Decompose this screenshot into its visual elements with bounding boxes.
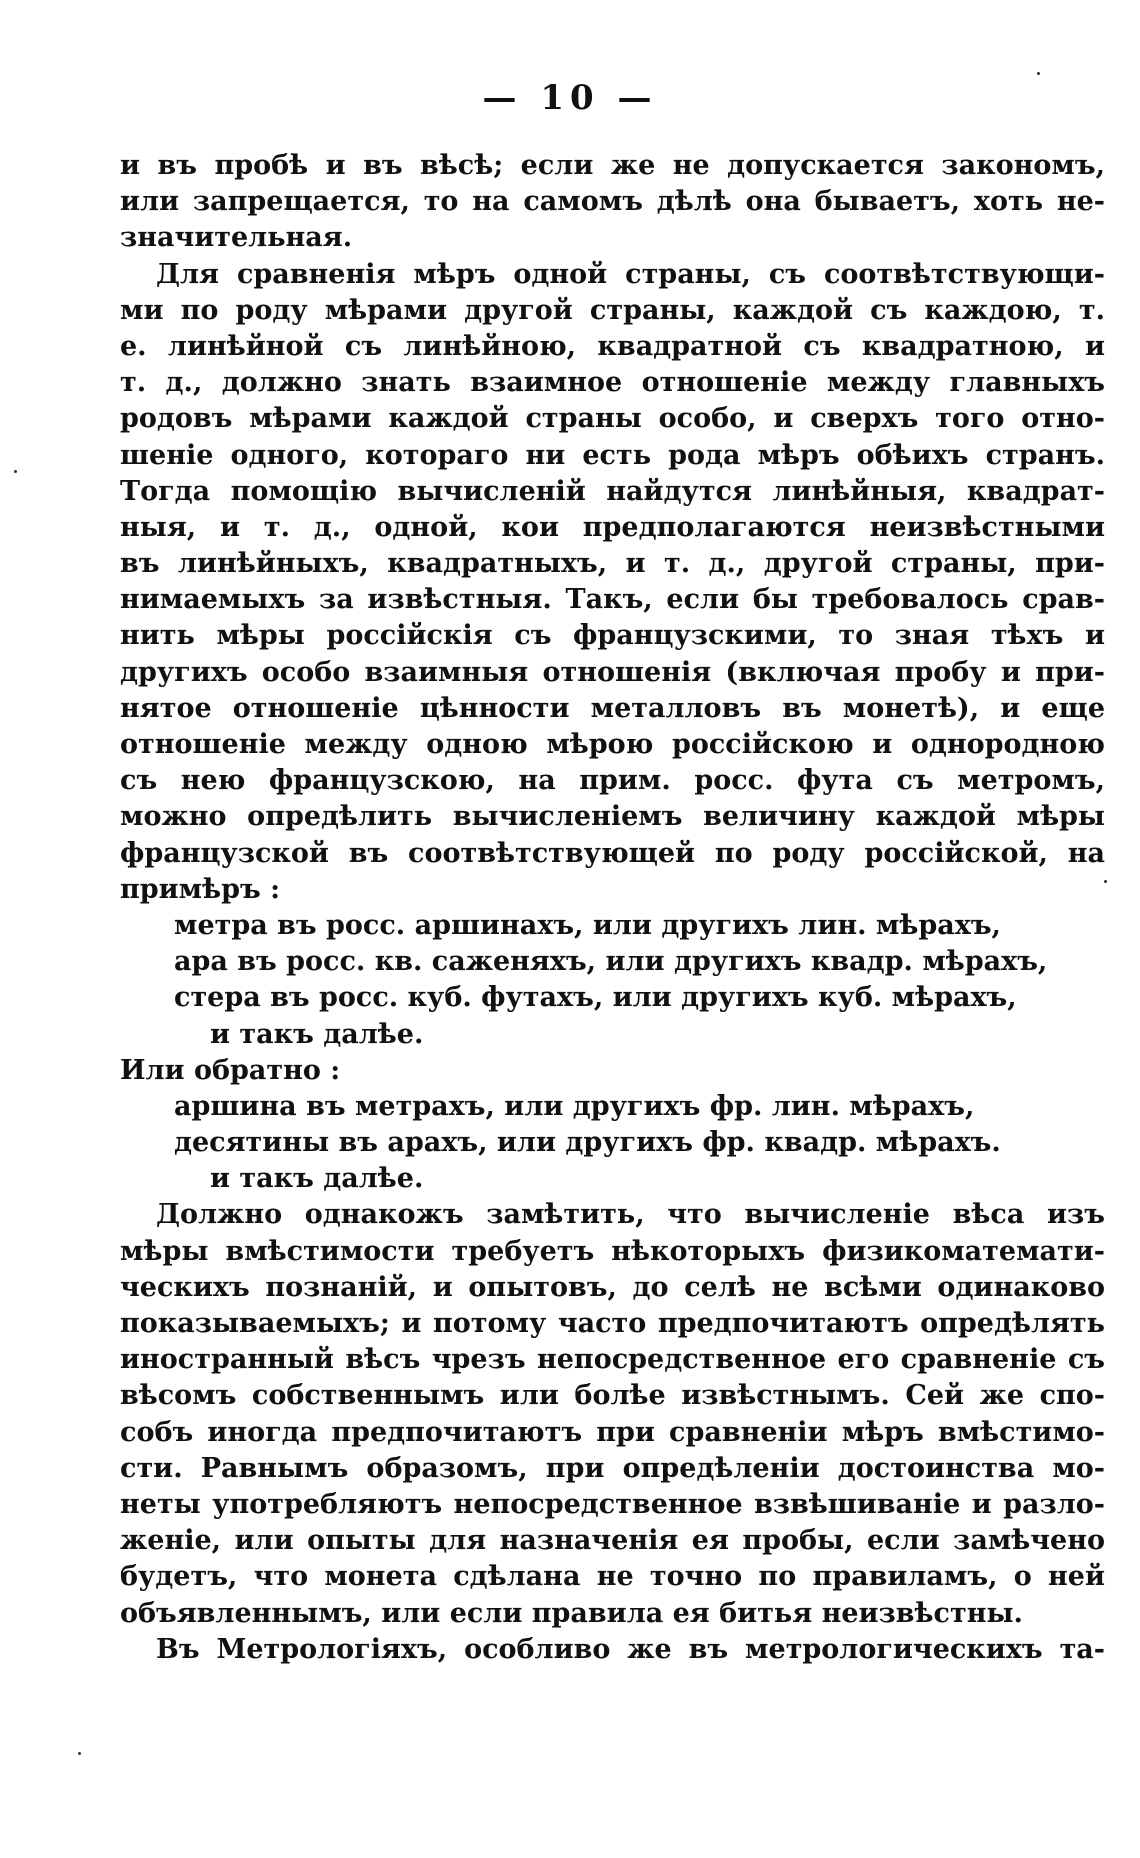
- print-speck: [1037, 72, 1040, 75]
- text-line: т. д., должно знать взаимное отношеніе между главныхъ: [120, 367, 1105, 399]
- text-line: нятое отношеніе цѣнности металловъ въ монетѣ), и еще: [120, 692, 1105, 724]
- text-line: Для сравненія мѣръ одной страны, съ соотвѣтствующи-: [156, 258, 1105, 290]
- text-line: значительная.: [120, 222, 353, 254]
- text-line: Должно однакожъ замѣтить, что вычисленіе вѣса изъ: [156, 1199, 1105, 1231]
- print-speck: [14, 470, 17, 473]
- text-line: будетъ, что монета сдѣлана не точно по правиламъ, о ней: [120, 1561, 1105, 1593]
- text-line: въ линѣйныхъ, квадратныхъ, и т. д., другой страны, при-: [120, 548, 1105, 580]
- text-line: родовъ мѣрами каждой страны особо, и сверхъ того отно-: [120, 403, 1105, 435]
- text-line: и такъ далѣе.: [210, 1163, 424, 1195]
- text-line: стера въ росс. куб. футахъ, или другихъ куб. мѣрахъ,: [174, 982, 1017, 1014]
- text-line: нимаемыхъ за извѣстныя. Такъ, если бы требовалось срав-: [120, 584, 1105, 616]
- text-line: или запрещается, то на самомъ дѣлѣ она бываетъ, хоть не-: [120, 186, 1105, 218]
- text-line: съ нею французскою, на прим. росс. фута съ метромъ,: [120, 765, 1105, 797]
- text-line: Тогда помощію вычисленій найдутся линѣйныя, квадрат-: [120, 475, 1105, 507]
- text-line: другихъ особо взаимныя отношенія (включая пробу и при-: [120, 656, 1105, 688]
- page-number: — 10 —: [482, 78, 658, 118]
- text-line: мѣры вмѣстимости требуетъ нѣкоторыхъ физикоматемати-: [120, 1235, 1105, 1267]
- body-text: [120, 148, 1105, 1668]
- text-line: отношеніе между одною мѣрою россійскою и однородною: [120, 729, 1105, 760]
- print-speck: [1104, 880, 1107, 883]
- text-line: и такъ далѣе.: [210, 1018, 424, 1050]
- text-line: шеніе одного, котораго ни есть рода мѣръ обѣихъ странъ.: [120, 439, 1105, 471]
- text-line: показываемыхъ; и потому часто предпочитаютъ опредѣлять: [120, 1308, 1105, 1339]
- text-line: женіе, или опыты для назначенія ея пробы, если замѣчено: [120, 1525, 1105, 1557]
- print-speck: [78, 1752, 81, 1755]
- text-line: ми по роду мѣрами другой страны, каждой съ каждою, т.: [120, 294, 1105, 326]
- text-line: можно опредѣлить вычисленіемъ величину каждой мѣры: [120, 801, 1105, 833]
- text-line: примѣръ :: [120, 873, 281, 905]
- text-line: ческихъ познаній, и опытовъ, до селѣ не всѣми одинаково: [120, 1271, 1105, 1303]
- text-line: французской въ соотвѣтствующей по роду россійской, на: [120, 837, 1105, 869]
- text-line: и въ пробѣ и въ вѣсѣ; если же не допускается закономъ,: [120, 150, 1105, 181]
- text-line: Въ Метрологіяхъ, особливо же въ метрологическихъ та-: [156, 1633, 1105, 1665]
- text-line: вѣсомъ собственнымъ или болѣе извѣстнымъ. Сей же спо-: [120, 1380, 1105, 1412]
- text-line: неты употребляютъ непосредственное взвѣшиваніе и разло-: [120, 1488, 1105, 1520]
- text-line: объявленнымъ, или если правила ея битья неизвѣстны.: [120, 1597, 1023, 1629]
- text-line: собъ иногда предпочитаютъ при сравненіи мѣръ вмѣстимо-: [120, 1416, 1105, 1448]
- text-line: аршина въ метрахъ, или другихъ фр. лин. мѣрахъ,: [174, 1090, 975, 1122]
- text-line: сти. Равнымъ образомъ, при опредѣленіи достоинства мо-: [120, 1452, 1105, 1484]
- text-line: метра въ росс. аршинахъ, или другихъ лин. мѣрахъ,: [174, 909, 1001, 941]
- text-line: десятины въ арахъ, или другихъ фр. квадр. мѣрахъ.: [174, 1127, 1001, 1159]
- text-line: е. линѣйной съ линѣйною, квадратной съ квадратною, и: [120, 330, 1105, 362]
- text-line: иностранный вѣсъ чрезъ непосредственное его сравненіе съ: [120, 1344, 1105, 1376]
- text-line: Или обратно :: [120, 1054, 341, 1086]
- text-line: ара въ росс. кв. саженяхъ, или другихъ квадр. мѣрахъ,: [174, 946, 1048, 978]
- text-line: нить мѣры россійскія съ французскими, то зная тѣхъ и: [120, 620, 1105, 652]
- text-line: ныя, и т. д., одной, кои предполагаются неизвѣстными: [120, 511, 1105, 543]
